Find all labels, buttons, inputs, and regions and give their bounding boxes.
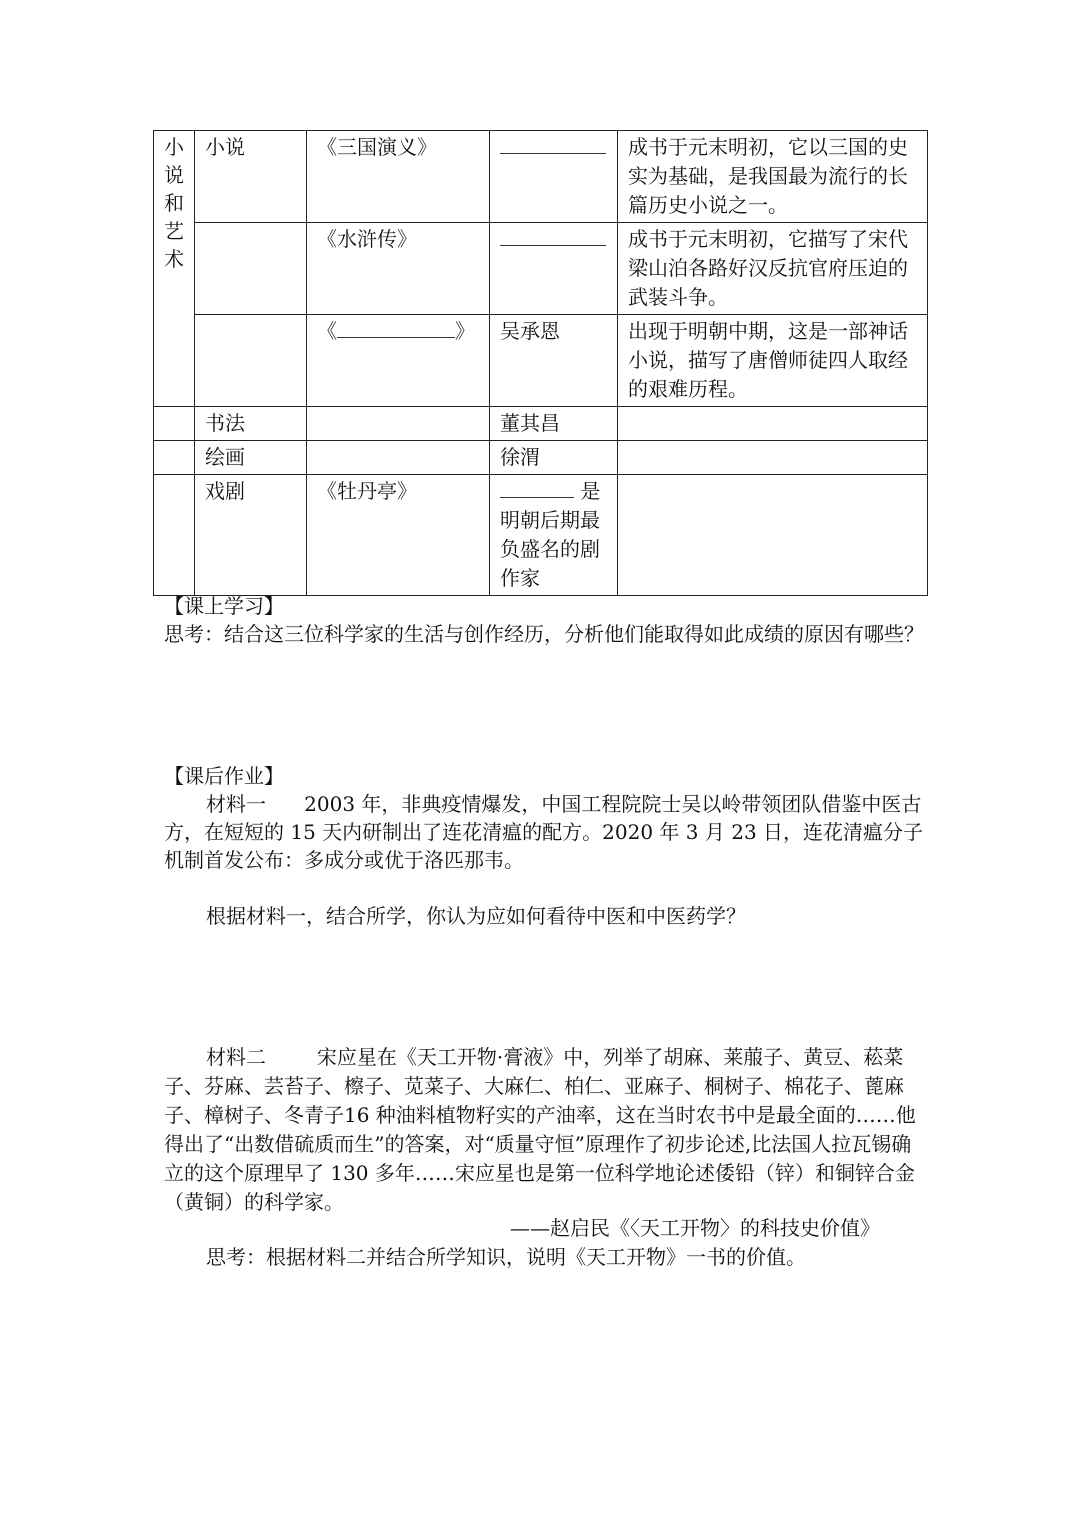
work-cell — [307, 315, 490, 407]
desc-cell — [618, 441, 928, 475]
material2-block — [164, 1043, 924, 1217]
category-char: 艺 — [164, 219, 184, 243]
table-row — [154, 315, 928, 407]
type-cell: 书法 — [195, 407, 307, 441]
author-cell — [490, 131, 618, 223]
desc-cell: 成书于元末明初，它描写了宋代梁山泊各路好汉反抗官府压迫的武装斗争。 — [618, 223, 928, 315]
homework-heading: 【课后作业】 — [164, 764, 284, 788]
author-note: 是明朝后期最负盛名的剧作家 — [500, 479, 601, 590]
book-mark-open: 《 — [317, 319, 337, 343]
table-row — [154, 131, 928, 223]
author-cell — [490, 223, 618, 315]
category-cell — [154, 131, 195, 407]
category-char: 说 — [164, 163, 184, 187]
filler-cell — [154, 475, 195, 596]
book-mark-close: 》 — [455, 319, 475, 343]
fill-blank — [500, 477, 574, 498]
author-cell — [490, 475, 618, 596]
desc-cell: 成书于元末明初，它以三国的史实为基础，是我国最为流行的长篇历史小说之一。 — [618, 131, 928, 223]
material2-text: 宋应星在《天工开物·膏液》中，列举了胡麻、莱菔子、黄豆、菘菜子、芬麻、芸苔子、檫子、苋菜子、大麻仁、柏仁、亚麻子、桐树子、棉花子、蓖麻子、樟树子、冬青子16 种油料植物籽实的产油率，这在当时农书中是最全面的……他得出了“出数借硫质而生”的答案，对“质量守恒”原理作了初步论述,比法国人拉瓦锡确立的这个原理早了 130 多年……宋应星也是第一位科学地论述倭铅（锌）和铜锌合金（黄铜）的科学家。 — [164, 1045, 916, 1214]
desc-cell — [618, 475, 928, 596]
work-cell — [307, 441, 490, 475]
in-class-heading: 【课上学习】 — [164, 594, 284, 618]
filler-cell — [154, 407, 195, 441]
author-cell: 徐渭 — [490, 441, 618, 475]
author-cell: 董其昌 — [490, 407, 618, 441]
type-cell: 绘画 — [195, 441, 307, 475]
table-row — [154, 441, 928, 475]
desc-cell — [618, 407, 928, 441]
table-row — [154, 223, 928, 315]
question2: 思考：根据材料二并结合所学知识，说明《天工开物》一书的价值。 — [206, 1245, 806, 1269]
category-char: 小 — [164, 135, 184, 159]
type-cell: 戏剧 — [195, 475, 307, 596]
fill-blank — [500, 133, 606, 154]
fill-blank — [500, 225, 606, 246]
work-cell: 《三国演义》 — [307, 131, 490, 223]
culture-table — [153, 130, 928, 596]
material1-block — [164, 790, 924, 874]
type-cell — [195, 223, 307, 315]
desc-cell: 出现于明朝中期，这是一部神话小说，描写了唐僧师徒四人取经的艰难历程。 — [618, 315, 928, 407]
author-cell: 吴承恩 — [490, 315, 618, 407]
question1: 根据材料一，结合所学，你认为应如何看待中医和中医药学？ — [206, 904, 746, 928]
type-cell — [195, 315, 307, 407]
type-cell: 小说 — [195, 131, 307, 223]
work-cell: 《牡丹亭》 — [307, 475, 490, 596]
category-char: 和 — [164, 191, 184, 215]
category-char: 术 — [164, 247, 184, 271]
in-class-question: 思考：结合这三位科学家的生活与创作经历，分析他们能取得如此成绩的原因有哪些？ — [164, 622, 924, 646]
table-row — [154, 407, 928, 441]
work-cell — [307, 407, 490, 441]
work-cell: 《水浒传》 — [307, 223, 490, 315]
fill-blank — [337, 317, 455, 338]
table-row — [154, 475, 928, 596]
material1-text: 2003 年，非典疫情爆发，中国工程院院士吴以岭带领团队借鉴中医古方，在短短的 15 天内研制出了连花清瘟的配方。2020 年 3 月 23 日，连花清瘟分子机制首发公布：多成分或优于洛匹那韦。 — [164, 792, 924, 872]
material2-source: ——赵启民《〈天工开物〉的科技史价值》 — [510, 1216, 880, 1240]
material2-label: 材料二 — [206, 1045, 266, 1069]
material1-label: 材料一 — [206, 792, 266, 816]
filler-cell — [154, 441, 195, 475]
